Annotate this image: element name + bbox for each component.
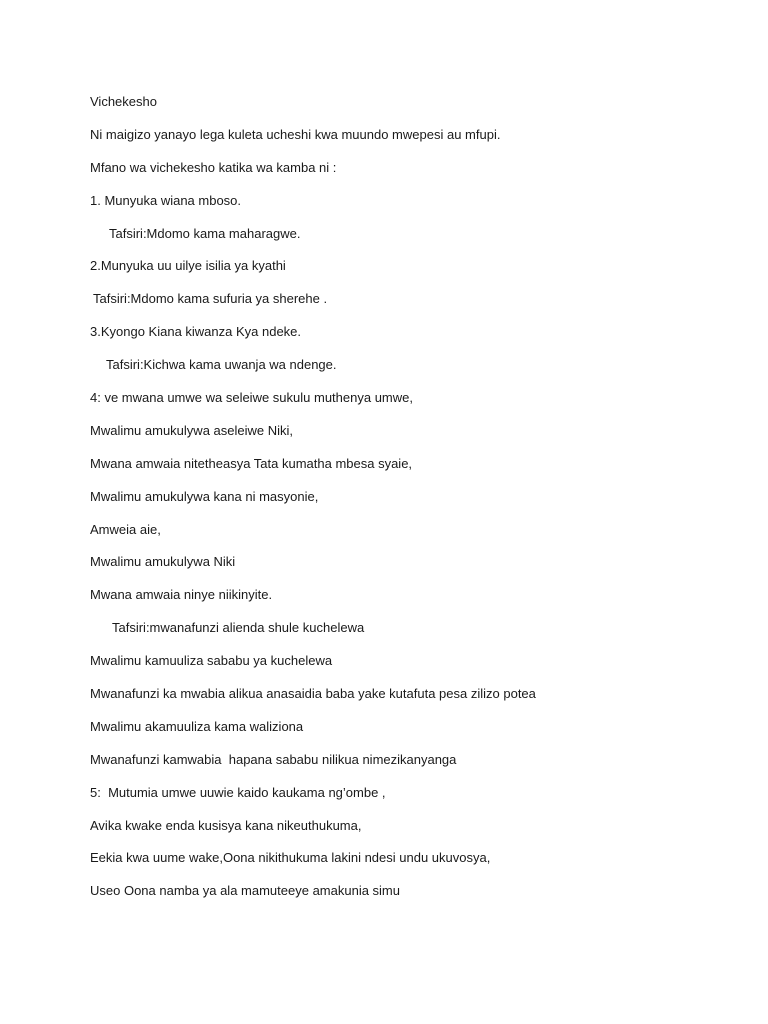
- translation-line: Tafsiri:Mdomo kama maharagwe.: [109, 225, 301, 241]
- paragraph-line: Mwalimu amukulywa Niki: [90, 554, 236, 570]
- paragraph-line: 2.Munyuka uu uilye isilia ya kyathi: [90, 258, 286, 274]
- paragraph-line: 1. Munyuka wiana mboso.: [90, 192, 242, 208]
- paragraph-line: Mwalimu amukulywa kana ni masyonie,: [90, 488, 319, 504]
- document-title: Vichekesho: [90, 94, 157, 109]
- translation-line: Tafsiri:mwanafunzi aliendа shule kuchelewa: [112, 620, 365, 636]
- paragraph-line: Amweia aie,: [90, 521, 161, 537]
- paragraph-line: Useo Oona namba ya ala mamuteeye amakunia simu: [90, 883, 400, 899]
- paragraph-line: Avika kwake enda kusisya kana nikeuthukuma,: [90, 817, 362, 833]
- paragraph-line: 5: Mutumia umwe uuwie kaido kaukama ng’ombe ,: [90, 784, 386, 800]
- document-body: [90, 92, 730, 914]
- paragraph-line: Mwalimu akamuuliza kama waliziona: [90, 718, 304, 734]
- paragraph-line: Mfano wa vichekesho katika wa kamba ni :: [90, 159, 337, 175]
- paragraph-line: Mwanafunzi ka mwabia alikua anasaidia baba yake kutafuta pesa zilizo potea: [90, 686, 536, 702]
- translation-line: Tafsiri:Kichwa kama uwanja wa ndenge.: [106, 357, 337, 373]
- paragraph-line: 4: ve mwana umwe wa seleiwe sukulu muthenya umwe,: [90, 390, 413, 406]
- paragraph-line: Mwana amwaia ninye niikinyite.: [90, 587, 273, 603]
- paragraph-line: Mwalimu kamuuliza sababu ya kuchelewa: [90, 653, 333, 669]
- paragraph-line: Ni maigizo yanayo lega kuleta ucheshi kwa muundo mwepesi au mfupi.: [90, 126, 501, 142]
- translation-line: Tafsiri:Mdomo kama sufuria ya sherehe .: [93, 291, 328, 307]
- paragraph-line: 3.Kyongo Kiana kiwanza Kya ndeke.: [90, 324, 302, 340]
- paragraph-line: Mwalimu amukulywa aseleiwe Niki,: [90, 422, 294, 438]
- paragraph-line: Mwana amwaia nitetheasya Tata kumatha mbesa syaie,: [90, 455, 413, 471]
- paragraph-line: Eekia kwa uume wake,Oona nikithukuma lakini ndesi undu ukuvosya,: [90, 850, 491, 866]
- paragraph-line: Mwanafunzi kamwabia hapana sababu nilikua nimezikanyanga: [90, 751, 457, 767]
